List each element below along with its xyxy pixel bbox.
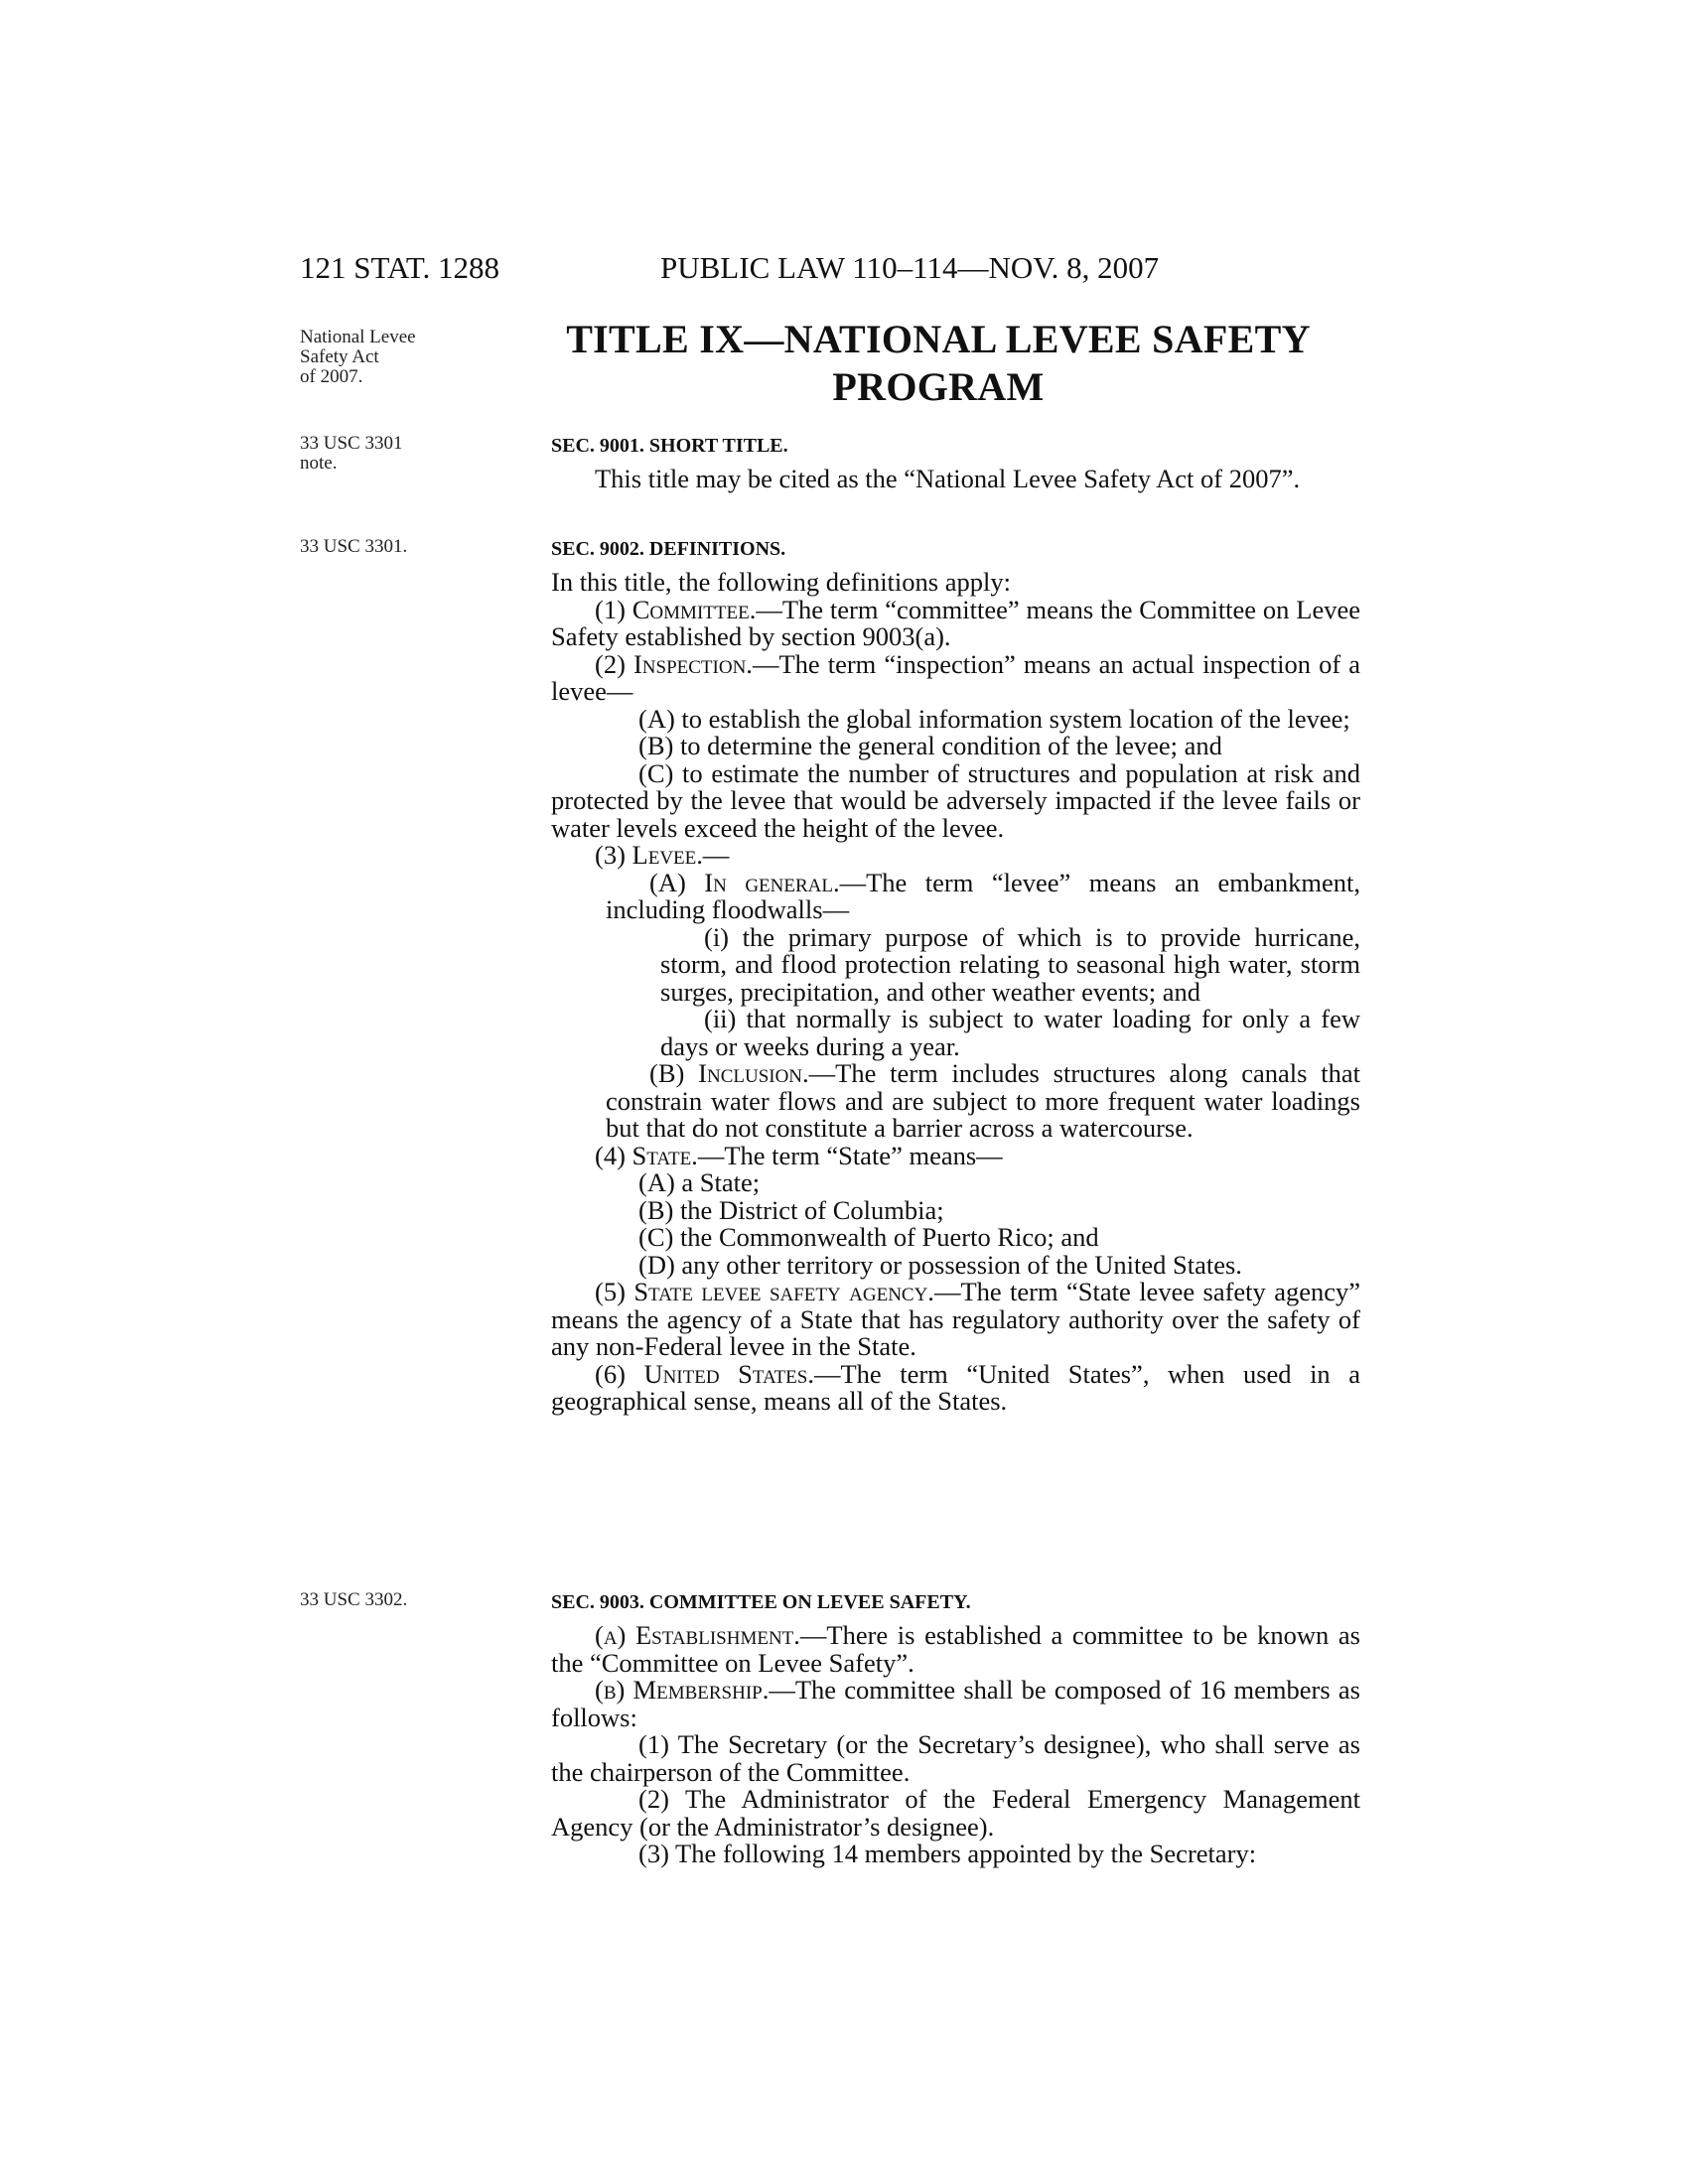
definition-united-states (551, 1358, 1360, 1416)
levee-clause-i: (i) the primary purpose of which is to provide hurricane, storm, and flood protection relating to seasonal high water, storm surges, precipitation, and other weather events; and (660, 921, 1360, 1007)
short-title-paragraph: This title may be cited as the “National Levee Safety Act of 2007”. (595, 464, 1301, 493)
membership-item-2: (2) The Administrator of the Federal Emergency Management Agency (or the Administrator’s designee). (551, 1784, 1360, 1842)
term-label: (A) In general. (649, 867, 840, 897)
section-9002-heading: SEC. 9002. DEFINITIONS. (551, 538, 786, 560)
section-9002-body (551, 569, 1360, 1416)
definition-state-levee-safety-agency (551, 1279, 1360, 1361)
margin-note-sec-9003: 33 USC 3302. (300, 1589, 408, 1610)
levee-in-general (606, 867, 1360, 924)
state-subpara-d: (D) any other territory or possession of the United States. (638, 1249, 1242, 1280)
definition-state (551, 1140, 1360, 1170)
title-line-2: PROGRAM (832, 364, 1045, 409)
state-subpara-b: (B) the District of Columbia; (638, 1194, 944, 1225)
term-label: (2) Inspection. (595, 648, 753, 679)
page-header (0, 248, 1688, 288)
term-label: (b) Membership. (595, 1675, 770, 1705)
state-subpara-a: (A) a State; (638, 1167, 761, 1197)
term-label: (4) State. (595, 1140, 698, 1170)
inspection-subpara-a: (A) to establish the global information system location of the levee; (638, 703, 1350, 734)
margin-note-line: of 2007. (300, 366, 363, 387)
term-text: —The term “United States”, when used in a geographical sense, means all of the States. (551, 1358, 1360, 1416)
title-line-1: TITLE IX—NATIONAL LEVEE SAFETY (566, 317, 1311, 361)
term-text: —The term “levee” means an embankment, including floodwalls— (606, 867, 1360, 924)
margin-note-short-title-act (300, 328, 416, 387)
term-label: (5) State levee safety agency. (595, 1277, 934, 1306)
state-subpara-c: (C) the Commonwealth of Puerto Rico; and (638, 1222, 1099, 1252)
margin-note-line: note. (300, 453, 338, 474)
margin-note-sec-9001 (300, 434, 402, 474)
membership-item-1: (1) The Secretary (or the Secretary’s designee), who shall serve as the chairperson of the Committee. (551, 1729, 1360, 1787)
definition-committee (551, 594, 1360, 651)
margin-note-sec-9002: 33 USC 3301. (300, 536, 408, 557)
statute-citation: 121 STAT. 1288 (300, 250, 500, 285)
term-text: — (702, 840, 730, 870)
membership-paragraph (551, 1677, 1360, 1731)
margin-note-line: National Levee (300, 327, 416, 347)
term-text: —The term includes structures along canals that constrain water flows and are subject to more frequent water loadings but that do not constitute a barrier across a watercourse. (606, 1058, 1360, 1143)
inspection-subpara-c: (C) to estimate the number of structures and population at risk and protected by the levee that would be adversely impacted if the levee fails or water levels exceed the height of the levee. (551, 757, 1360, 843)
margin-note-line: Safety Act (300, 346, 379, 367)
levee-clause-ii: (ii) that normally is subject to water loading for only a few days or weeks during a year. (660, 1004, 1360, 1061)
term-label: (1) Committee. (595, 594, 757, 624)
term-text: —The term “inspection” means an actual inspection of a levee— (551, 648, 1360, 706)
term-text: —The term “committee” means the Committee on Levee Safety established by section 9003(a). (551, 594, 1360, 651)
section-9001-body (551, 466, 1360, 493)
establishment-paragraph (551, 1622, 1360, 1677)
section-9003-heading: SEC. 9003. COMMITTEE ON LEVEE SAFETY. (551, 1591, 971, 1613)
term-text: —The term “State levee safety agency” means the agency of a State that has regulatory authority over the safety of any non-Federal levee in the State. (551, 1277, 1360, 1361)
public-law-citation: PUBLIC LAW 110–114—NOV. 8, 2007 (660, 250, 1160, 285)
levee-inclusion (606, 1060, 1360, 1143)
term-text: —There is established a committee to be known as the “Committee on Levee Safety”. (551, 1620, 1360, 1678)
membership-item-3: (3) The following 14 members appointed by the Secretary: (638, 1839, 1257, 1868)
definition-inspection (551, 648, 1360, 706)
definition-levee (551, 842, 1360, 870)
section-9001-heading: SEC. 9001. SHORT TITLE. (551, 435, 788, 457)
term-label: (3) Levee. (595, 840, 703, 870)
term-label: (B) Inclusion. (649, 1058, 809, 1088)
term-label: (6) United States. (595, 1358, 814, 1389)
term-text: —The committee shall be composed of 16 members as follows: (551, 1675, 1360, 1732)
term-label: (a) Establishment. (595, 1620, 800, 1650)
title-heading (516, 316, 1360, 411)
margin-note-line: 33 USC 3301 (300, 433, 403, 454)
definitions-intro: In this title, the following definitions apply: (551, 567, 1011, 597)
inspection-subpara-b: (B) to determine the general condition of the levee; and (638, 731, 1222, 760)
section-9003-body (551, 1622, 1360, 1868)
term-text: —The term “State” means— (697, 1140, 1003, 1170)
